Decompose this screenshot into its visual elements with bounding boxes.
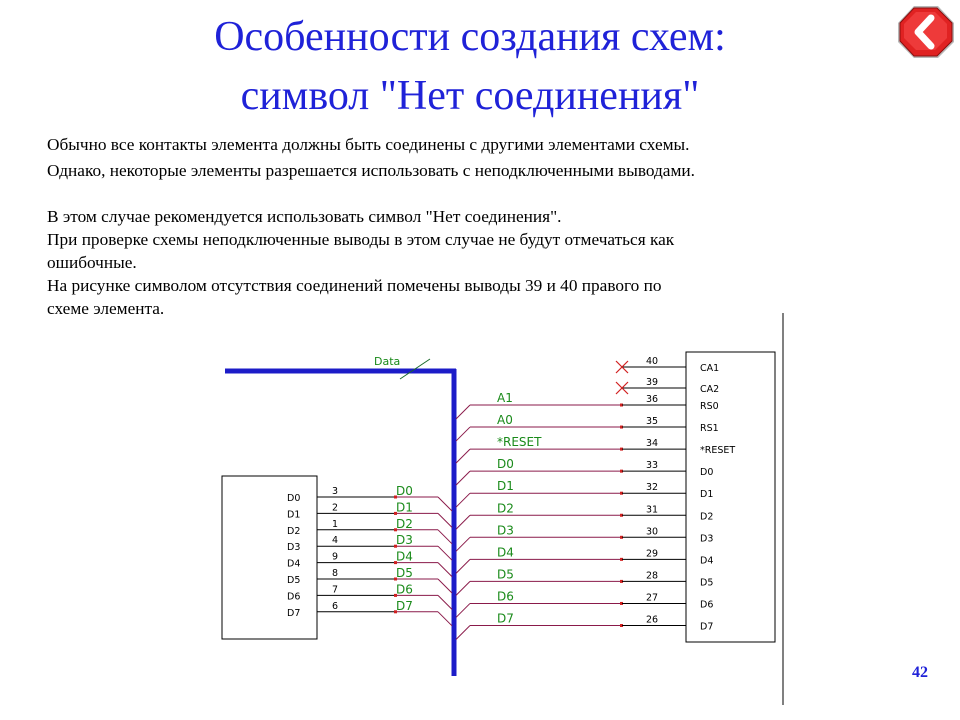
- left-pin-name-d7: D7: [287, 607, 301, 619]
- left-bus-entry-d5: [438, 579, 452, 593]
- title-line-2: символ "Нет соединения": [240, 73, 700, 119]
- right-net-label-d1-32: D1: [497, 479, 514, 494]
- right-net-label-reset-34: *RESET: [497, 435, 542, 450]
- left-pin-number-4: 4: [332, 535, 339, 547]
- right-net-label-d6-27: D6: [497, 589, 514, 604]
- right-pin-name-d3-30: D3: [700, 533, 714, 545]
- left-net-label-d4: D4: [396, 549, 413, 564]
- right-pin-number-31: 31: [646, 504, 659, 516]
- right-pin-name-d7-26: D7: [700, 621, 714, 633]
- right-net-label-d5-28: D5: [497, 567, 514, 582]
- left-net-label-d0: D0: [396, 484, 413, 498]
- right-net-label-rs1-35: A0: [497, 413, 513, 428]
- right-pin-number-30: 30: [646, 526, 659, 538]
- right-bus-entry-reset-34: [456, 449, 470, 463]
- right-net-label-d3-30: D3: [497, 523, 514, 538]
- left-net-label-d1: D1: [396, 500, 413, 515]
- right-bus-entry-d2-31: [456, 515, 470, 529]
- left-bus-entry-d3: [438, 546, 452, 560]
- right-pin-number-39: 39: [646, 377, 659, 388]
- right-pin-name-rs0-36: RS0: [700, 401, 719, 412]
- left-pin-number-7: 7: [332, 584, 339, 596]
- title-line-1: Особенности создания схем:: [214, 14, 726, 60]
- right-pin-number-29: 29: [646, 548, 659, 560]
- left-pin-name-d4: D4: [287, 558, 301, 570]
- right-pin-number-34: 34: [646, 438, 659, 450]
- left-net-label-d3: D3: [396, 533, 413, 548]
- left-bus-entry-d2: [438, 530, 452, 544]
- left-pin-name-d6: D6: [287, 591, 301, 603]
- right-bus-entry-d4-29: [456, 559, 470, 573]
- left-net-label-d6: D6: [396, 582, 413, 597]
- right-net-label-d4-29: D4: [497, 545, 514, 560]
- paragraph-3-line-2: При проверке схемы неподключенные выводы в этом случае не будут отмечаться как: [47, 230, 675, 249]
- right-pin-name-d1-32: D1: [700, 489, 714, 501]
- left-pin-name-d1: D1: [287, 509, 301, 521]
- left-pin-number-1: 1: [332, 518, 339, 530]
- right-pin-number-40: 40: [646, 356, 659, 367]
- right-pin-number-33: 33: [646, 460, 659, 472]
- left-net-label-d2: D2: [396, 516, 413, 531]
- right-bus-entry-d0-33: [456, 471, 470, 485]
- left-pin-number-2: 2: [332, 502, 339, 514]
- left-bus-entry-d4: [438, 563, 452, 577]
- left-bus-entry-d1: [438, 513, 452, 527]
- right-pin-name-d0-33: D0: [700, 467, 714, 479]
- paragraph-2: Однако, некоторые элементы разрешается использовать с неподключенными выводами.: [47, 161, 695, 180]
- paragraph-3-line-3: ошибочные.: [47, 253, 137, 272]
- right-pin-name-rs1-35: RS1: [700, 423, 719, 435]
- right-bus-entry-d3-30: [456, 537, 470, 551]
- right-pin-name-d4-29: D4: [700, 555, 714, 567]
- left-pin-number-9: 9: [332, 551, 339, 563]
- left-pin-number-8: 8: [332, 568, 339, 579]
- right-pin-name-d6-27: D6: [700, 599, 714, 611]
- paragraph-1: Обычно все контакты элемента должны быть соединены с другими элементами схемы.: [47, 135, 690, 154]
- right-bus-entry-d1-32: [456, 493, 470, 507]
- left-pin-name-d0: D0: [287, 493, 301, 504]
- right-pin-number-26: 26: [646, 614, 659, 626]
- right-pin-name-d5-28: D5: [700, 577, 714, 589]
- left-net-label-d7: D7: [396, 598, 413, 613]
- left-bus-entry-d6: [438, 595, 452, 609]
- left-pin-name-d3: D3: [287, 542, 301, 554]
- left-pin-number-3: 3: [332, 486, 339, 497]
- right-pin-name-reset-34: *RESET: [700, 445, 736, 457]
- right-pin-name-ca2: CA2: [700, 384, 720, 395]
- right-pin-number-28: 28: [646, 570, 659, 582]
- right-pin-name-ca1: CA1: [700, 363, 720, 374]
- left-component-body: [222, 476, 317, 639]
- right-net-label-d7-26: D7: [497, 611, 514, 626]
- left-pin-name-d5: D5: [287, 575, 301, 586]
- right-bus-entry-rs1-35: [456, 427, 470, 441]
- left-pin-number-6: 6: [332, 600, 339, 612]
- paragraph-3-line-1: В этом случае рекомендуется использовать символ "Нет соединения".: [47, 207, 562, 226]
- left-net-label-d5: D5: [396, 566, 413, 580]
- right-bus-entry-d7-26: [456, 626, 470, 640]
- paragraph-3-line-4: На рисунке символом отсутствия соединений помечены выводы 39 и 40 правого по: [47, 276, 662, 295]
- right-net-label-d2-31: D2: [497, 501, 514, 516]
- right-pin-number-36: 36: [646, 394, 659, 405]
- left-bus-entry-d0: [438, 497, 452, 511]
- paragraph-3-line-5: схеме элемента.: [47, 299, 165, 318]
- right-bus-entry-d6-27: [456, 603, 470, 617]
- right-net-label-d0-33: D0: [497, 457, 514, 472]
- left-pin-name-d2: D2: [287, 525, 301, 537]
- right-pin-number-32: 32: [646, 482, 659, 494]
- right-pin-name-d2-31: D2: [700, 511, 714, 523]
- right-bus-entry-rs0-36: [456, 405, 470, 419]
- right-bus-entry-d5-28: [456, 581, 470, 595]
- page-number: 42: [912, 664, 928, 681]
- right-net-label-rs0-36: A1: [497, 391, 513, 405]
- right-pin-number-35: 35: [646, 416, 659, 428]
- bus-label: Data: [374, 355, 401, 368]
- left-bus-entry-d7: [438, 612, 452, 626]
- right-pin-number-27: 27: [646, 592, 659, 604]
